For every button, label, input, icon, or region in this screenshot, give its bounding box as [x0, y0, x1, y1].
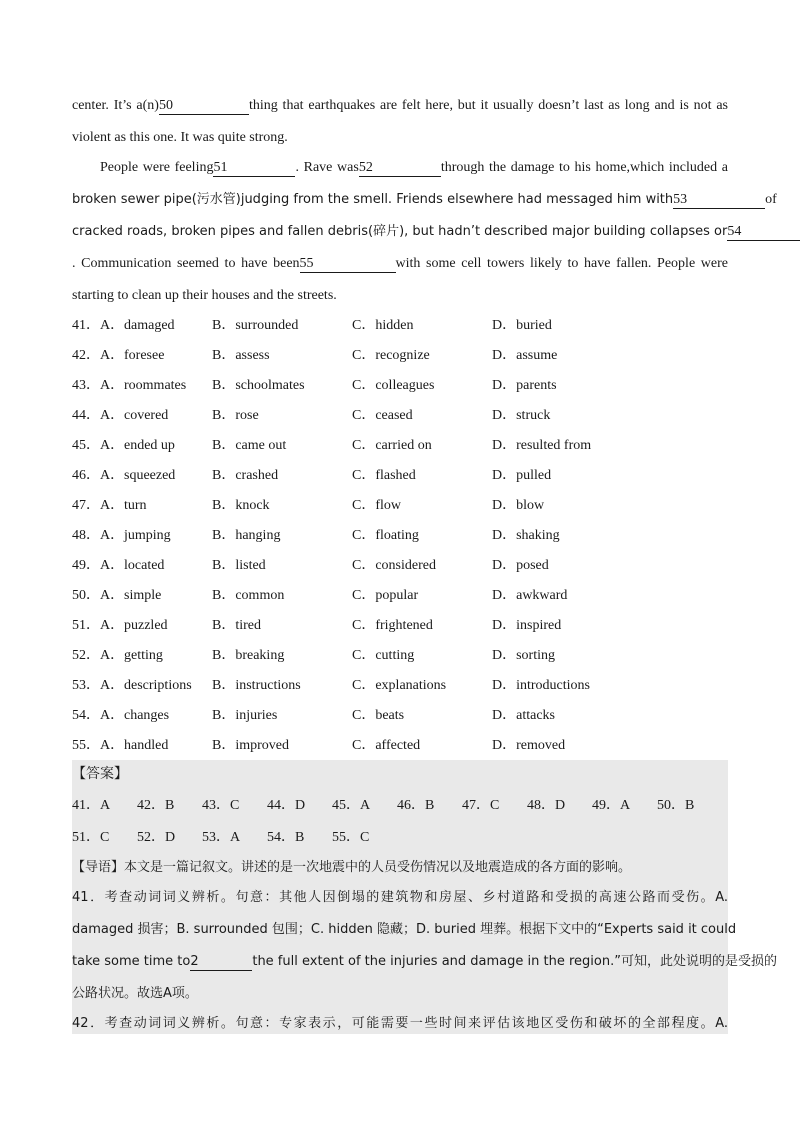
- question-number: 45．A．: [72, 438, 125, 453]
- answer-item: 41．A: [72, 798, 111, 813]
- blank-50: 50: [159, 98, 249, 115]
- text: center. It’s a(n): [72, 98, 159, 113]
- passage-line-5: [72, 222, 758, 242]
- answer-item: 55．C: [332, 830, 370, 845]
- option-c: C．flow: [352, 498, 401, 513]
- option-d: D．assume: [492, 348, 558, 363]
- option-a: located: [124, 558, 165, 573]
- text: . Communication seemed to have been: [72, 256, 300, 271]
- option-d: D．sorting: [492, 648, 555, 663]
- option-b: B．surrounded: [212, 318, 299, 333]
- option-c: C．considered: [352, 558, 436, 573]
- option-d: D．resulted from: [492, 438, 592, 453]
- blank-53: 53: [673, 192, 765, 209]
- option-d: D．removed: [492, 738, 566, 753]
- answer-item: 53．A: [202, 830, 241, 845]
- question-number: 52．A．: [72, 648, 125, 663]
- option-c: C．ceased: [352, 408, 413, 423]
- option-b: B．tired: [212, 618, 261, 633]
- question-number: 50．A．: [72, 588, 125, 603]
- option-b: B．listed: [212, 558, 266, 573]
- question-number: 55．A．: [72, 738, 125, 753]
- question-option-row: [72, 376, 728, 396]
- explanation-42-line-1: 42．考查动词词义辨析。句意：专家表示，可能需要一些时间来评估该地区受伤和破坏的全部程度。A.: [72, 1016, 728, 1031]
- option-a: changes: [124, 708, 170, 723]
- option-d: D．posed: [492, 558, 549, 573]
- question-option-row: [72, 676, 728, 696]
- option-b: B．rose: [212, 408, 259, 423]
- option-a: jumping: [124, 528, 171, 543]
- passage-line-2: violent as this one. It was quite strong.: [72, 130, 288, 145]
- option-c: C．recognize: [352, 348, 430, 363]
- explanation-41-line-3: [72, 952, 777, 972]
- answer-item: 51．C: [72, 830, 110, 845]
- question-option-row: [72, 646, 728, 666]
- option-a: descriptions: [124, 678, 192, 693]
- option-b: B．breaking: [212, 648, 285, 663]
- option-c: C．explanations: [352, 678, 447, 693]
- question-number: 41．A．: [72, 318, 125, 333]
- question-option-row: [72, 556, 728, 576]
- option-c: C．cutting: [352, 648, 415, 663]
- explanation-41-line-1: 41．考查动词词义辨析。句意：其他人因倒塌的建筑物和房屋、乡村道路和受损的高速公路而受伤。A.: [72, 890, 728, 905]
- option-c: C．colleagues: [352, 378, 435, 393]
- answer-item: 49．A: [592, 798, 631, 813]
- answer-item: 42．B: [137, 798, 175, 813]
- answer-item: 44．D: [267, 798, 306, 813]
- text: People were feeling: [100, 160, 214, 175]
- option-d: D．introductions: [492, 678, 590, 693]
- answer-item: 48．D: [527, 798, 566, 813]
- question-number: 51．A．: [72, 618, 125, 633]
- answer-heading: 【答案】: [72, 766, 128, 782]
- option-d: D．shaking: [492, 528, 560, 543]
- blank-51: 51: [213, 160, 295, 177]
- option-a: foresee: [124, 348, 165, 363]
- option-c: C．carried on: [352, 438, 432, 453]
- blank-54: 54: [727, 224, 800, 241]
- option-a: simple: [124, 588, 162, 603]
- question-option-row: [72, 526, 728, 546]
- text: broken sewer pipe(污水管)judging from the smell. Friends elsewhere had messaged him with: [72, 192, 674, 207]
- option-a: damaged: [124, 318, 175, 333]
- option-a: getting: [124, 648, 163, 663]
- option-b: B．injuries: [212, 708, 278, 723]
- question-option-row: [72, 436, 728, 456]
- option-b: B．improved: [212, 738, 289, 753]
- question-number: 54．A．: [72, 708, 125, 723]
- question-number: 44．A．: [72, 408, 125, 423]
- blank-52: 52: [359, 160, 441, 177]
- question-number: 46．A．: [72, 468, 125, 483]
- option-d: D．parents: [492, 378, 557, 393]
- option-c: C．floating: [352, 528, 419, 543]
- option-d: D．pulled: [492, 468, 552, 483]
- blank-2: 2: [190, 954, 252, 971]
- guide-text: 【导语】本文是一篇记叙文。讲述的是一次地震中的人员受伤情况以及地震造成的各方面的影响。: [72, 860, 632, 875]
- explanation-41-line-4: 公路状况。故选A项。: [72, 986, 198, 1001]
- option-a: squeezed: [124, 468, 176, 483]
- text: the full extent of the injuries and damage in the region.”可知，此处说明的是受损的: [252, 954, 777, 969]
- answer-item: 47．C: [462, 798, 500, 813]
- blank-55: 55: [300, 256, 396, 273]
- option-b: B．hanging: [212, 528, 281, 543]
- question-option-row: [72, 406, 728, 426]
- question-option-row: [72, 466, 728, 486]
- text: with some cell towers likely to have fallen. People were: [395, 256, 728, 271]
- option-a: turn: [124, 498, 147, 513]
- passage-line-6: [72, 254, 728, 274]
- option-b: B．came out: [212, 438, 287, 453]
- answer-item: 50．B: [657, 798, 695, 813]
- option-c: C．popular: [352, 588, 419, 603]
- text: through the damage to his home,which included a: [440, 160, 728, 175]
- passage-line-7: starting to clean up their houses and the streets.: [72, 288, 337, 303]
- answer-item: 52．D: [137, 830, 176, 845]
- answer-item: 54．B: [267, 830, 305, 845]
- question-number: 53．A．: [72, 678, 125, 693]
- answer-row-2: [72, 828, 728, 848]
- option-d: D．buried: [492, 318, 552, 333]
- explanation-41-line-2: damaged 损害；B. surrounded 包围；C. hidden 隐藏；D. buried 埋葬。根据下文中的“Experts said it could: [72, 922, 737, 937]
- answer-item: 45．A: [332, 798, 371, 813]
- text: of: [765, 192, 777, 207]
- question-number: 48．A．: [72, 528, 125, 543]
- option-b: B．schoolmates: [212, 378, 305, 393]
- question-option-row: [72, 586, 728, 606]
- passage-line-4: [72, 190, 777, 210]
- option-c: C．flashed: [352, 468, 416, 483]
- text: take some time to: [72, 954, 191, 969]
- question-number: 49．A．: [72, 558, 125, 573]
- question-option-row: [72, 346, 728, 366]
- option-d: D．inspired: [492, 618, 562, 633]
- question-option-row: [72, 616, 728, 636]
- option-d: D．attacks: [492, 708, 555, 723]
- question-option-row: [72, 496, 728, 516]
- option-a: ended up: [124, 438, 175, 453]
- option-d: D．struck: [492, 408, 551, 423]
- option-a: covered: [124, 408, 169, 423]
- text: . Rave was: [295, 160, 359, 175]
- option-b: B．instructions: [212, 678, 301, 693]
- question-option-row: [72, 736, 728, 756]
- passage-line-3: [100, 158, 728, 178]
- option-c: C．frightened: [352, 618, 433, 633]
- option-b: B．knock: [212, 498, 270, 513]
- question-number: 42．A．: [72, 348, 125, 363]
- option-b: B．common: [212, 588, 285, 603]
- question-number: 43．A．: [72, 378, 125, 393]
- passage-line-1: [72, 96, 728, 116]
- option-c: C．hidden: [352, 318, 414, 333]
- question-option-row: [72, 706, 728, 726]
- answer-item: 43．C: [202, 798, 240, 813]
- option-d: D．awkward: [492, 588, 568, 603]
- option-b: B．assess: [212, 348, 270, 363]
- option-b: B．crashed: [212, 468, 279, 483]
- option-c: C．affected: [352, 738, 421, 753]
- question-number: 47．A．: [72, 498, 125, 513]
- option-a: roommates: [124, 378, 187, 393]
- question-option-row: [72, 316, 728, 336]
- text: thing that earthquakes are felt here, but it usually doesn’t last as long and is not as: [248, 98, 728, 113]
- option-a: handled: [124, 738, 169, 753]
- option-c: C．beats: [352, 708, 405, 723]
- answer-item: 46．B: [397, 798, 435, 813]
- option-a: puzzled: [124, 618, 168, 633]
- text: cracked roads, broken pipes and fallen debris(碎片), but hadn’t described major building collapses or: [72, 224, 728, 239]
- answer-row-1: [72, 796, 728, 816]
- option-d: D．blow: [492, 498, 545, 513]
